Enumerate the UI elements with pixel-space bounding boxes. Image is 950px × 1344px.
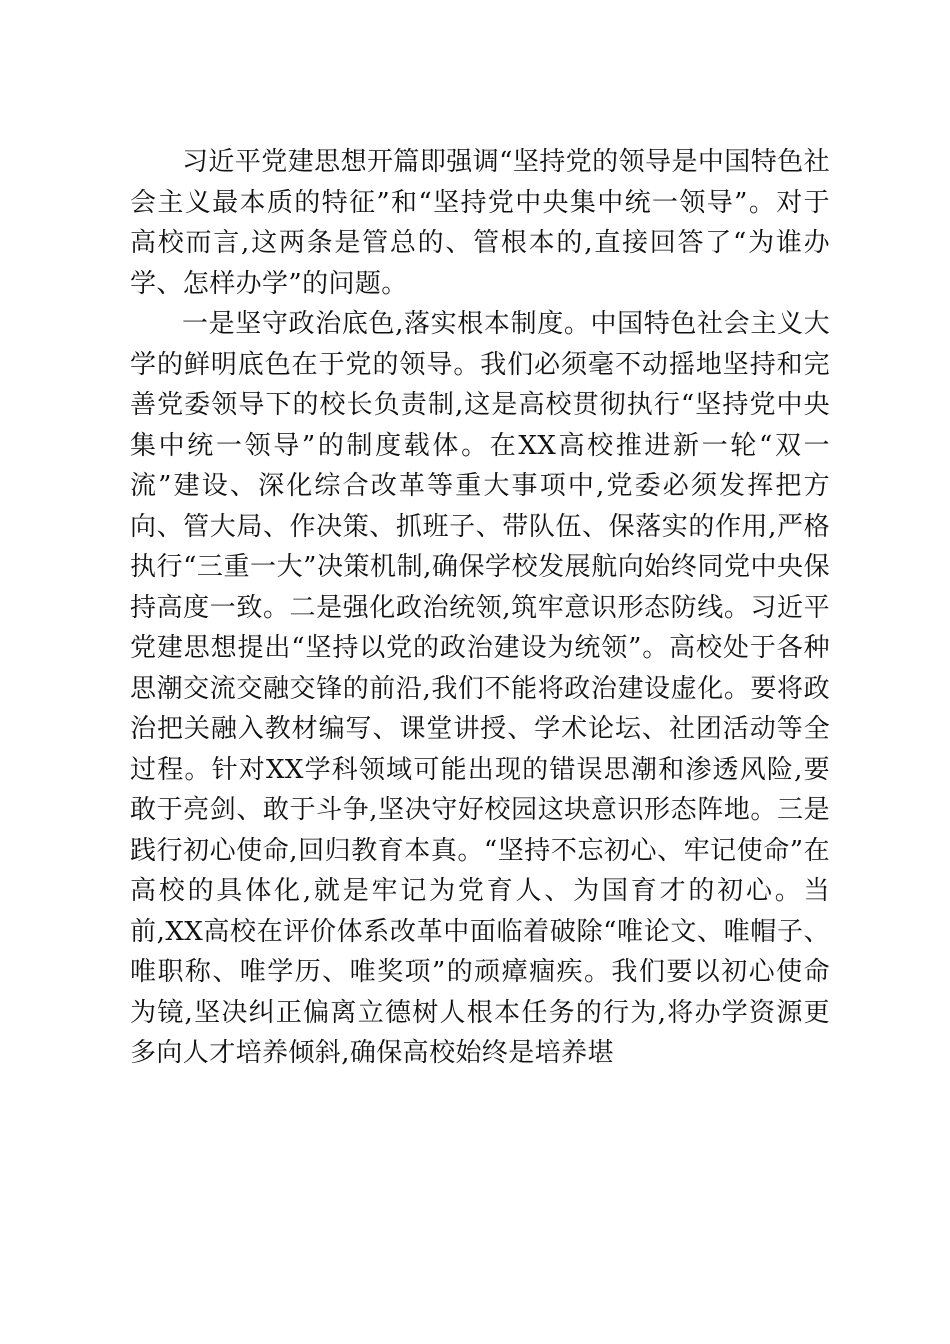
- paragraph-intro: 习近平党建思想开篇即强调“坚持党的领导是中国特色社会主义最本质的特征”和“坚持党中央集中统一领导”。对于高校而言,这两条是管总的、管根本的,直接回答了“为谁办学、怎样办学”的问题。: [130, 147, 830, 299]
- paragraph-main: 一是坚守政治底色,落实根本制度。中国特色社会主义大学的鲜明底色在于党的领导。我们必须毫不动摇地坚持和完善党委领导下的校长负责制,这是高校贯彻执行“坚持党中央集中统一领导”的制度载体。在XX高校推进新一轮“双一流”建设、深化综合改革等重大事项中,党委必须发挥把方向、管大局、作决策、抓班子、带队伍、保落实的作用,严格执行“三重一大”决策机制,确保学校发展航向始终同党中央保持高度一致。二是强化政治统领,筑牢意识形态防线。习近平党建思想提出“坚持以党的政治建设为统领”。高校处于各种思潮交流交融交锋的前沿,我们不能将政治建设虚化。要将政治把关融入教材编写、课堂讲授、学术论坛、社团活动等全过程。针对XX学科领域可能出现的错误思潮和渗透风险,要敢于亮剑、敢于斗争,坚决守好校园这块意识形态阵地。三是践行初心使命,回归教育本真。“坚持不忘初心、牢记使命”在高校的具体化,就是牢记为党育人、为国育才的初心。当前,XX高校在评价体系改革中面临着破除“唯论文、唯帽子、唯职称、唯学历、唯奖项”的顽瘴痼疾。我们要以初心使命为镜,坚决纠正偏离立德树人根本任务的行为,将办学资源更多向人才培养倾斜,确保高校始终是培养堪: [130, 309, 830, 1068]
- document-body: [130, 142, 830, 1074]
